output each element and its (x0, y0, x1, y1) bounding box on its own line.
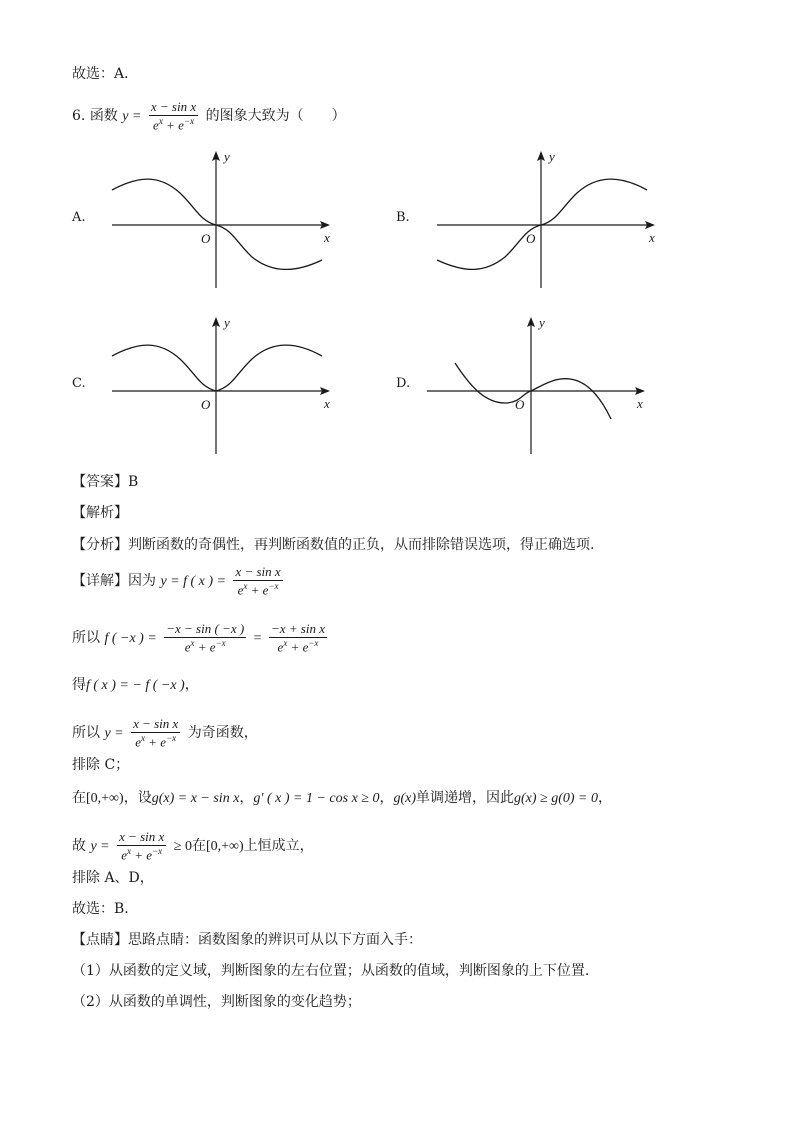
detail-line-1: 【详解】因为 y = f ( x ) = $\frac{\text{x − sin x}}{e^x + e^{-x}}$ (72, 564, 281, 597)
question-number: 6. (72, 107, 86, 124)
option-d-x-label: x (637, 396, 643, 411)
question-y-eq: y = (122, 108, 142, 124)
detail-fraction-4: $\frac{\text{x − sin x}}{e^x + e^{-x}}$ (133, 716, 179, 749)
question-fraction-denominator: $e^x + e^{-x}$ (153, 115, 194, 132)
option-d-y-label: y (539, 315, 545, 330)
detail-fraction-2b: $\frac{\text{−x + sin x}}{e^x + e^{-x}}$ (270, 621, 325, 654)
option-a-origin-label: O (201, 231, 211, 246)
option-a-label: A. (72, 210, 86, 225)
fenxi-text: 判断函数的奇偶性，再判断函数值的正负，从而排除错误选项，得正确选项. (128, 537, 595, 553)
option-a-y-label: y (224, 149, 230, 164)
option-b-graph (425, 145, 675, 295)
option-c-y-label: y (224, 315, 230, 330)
detail-line-5: 排除 C； (72, 757, 130, 773)
detail-line-3: 得f ( x ) = − f ( −x )， (72, 677, 199, 693)
dianjing-tag: 【点睛】 (72, 932, 128, 948)
detail-line-9: 故选：B. (72, 901, 129, 917)
option-d-label: D. (396, 376, 411, 391)
option-d-graph (425, 311, 675, 461)
option-b-label: B. (396, 210, 410, 225)
detail-line-2: 所以 f ( −x ) = $\frac{-x - \sin ( -x )}{e^x + e^{-x}}$ = $\frac{\text{−x + sin x}}{e^x + e^{-x}}$ (72, 621, 325, 654)
analysis-tag: 【解析】 (72, 505, 128, 521)
fenxi-tag: 【分析】 (72, 537, 128, 553)
answer-line (72, 472, 138, 492)
detail-tag: 【详解】 (72, 572, 128, 589)
option-c-x-label: x (324, 396, 330, 411)
detail-fraction-1: $\frac{\text{x − sin x}}{e^x + e^{-x}}$ (235, 564, 281, 597)
question-6 (72, 100, 346, 132)
detail-line-8: 排除 A、D， (72, 870, 154, 886)
option-b-y-label: y (549, 149, 555, 164)
question-prefix: 函数 (89, 107, 118, 124)
option-c-origin-label: O (201, 397, 211, 412)
dianjing-point-2: （2）从函数的单调性，判断图象的变化趋势； (72, 994, 361, 1010)
option-d-origin-label: O (515, 397, 525, 412)
fenxi-line (72, 535, 594, 555)
detail-fraction-2a: $\frac{-x - \sin ( -x )}{e^x + e^{-x}}$ (166, 621, 245, 654)
dianjing-point-1: （1）从函数的定义域，判断图象的左右位置；从函数的值域，判断图象的上下位置. (72, 963, 590, 979)
question-suffix: 的图象大致为（ ） (205, 107, 346, 124)
option-c-label: C. (72, 376, 86, 391)
question-fraction-numerator: x − sin x (150, 99, 197, 114)
option-c-graph (100, 311, 350, 461)
previous-answer: 故选：A． (72, 66, 139, 82)
option-b-origin-label: O (526, 231, 536, 246)
answer-value: B (128, 474, 139, 490)
option-b-x-label: x (649, 230, 655, 245)
detail-line-6: 在[0,+∞)，设g(x) = x − sin x，g′ ( x ) = 1 − cos x ≥ 0，g(x)单调递增，因此g(x) ≥ g(0) = 0， (72, 790, 613, 806)
detail-line-4: 所以 y = $\frac{\text{x − sin x}}{e^x + e^{-x}}$ 为奇函数， (72, 716, 258, 749)
detail-line-7: 故 y = $\frac{\text{x − sin x}}{e^x + e^{-x}}$ ≥ 0在[0,+∞)上恒成立， (72, 829, 314, 862)
answer-tag: 【答案】 (72, 474, 128, 490)
detail-fraction-7: $\frac{\text{x − sin x}}{e^x + e^{-x}}$ (119, 829, 165, 862)
question-fraction (149, 100, 198, 132)
dianjing-line: 【点睛】思路点睛：函数图象的辨识可从以下方面入手： (72, 932, 422, 948)
option-a-graph (100, 145, 350, 295)
option-a-x-label: x (324, 230, 330, 245)
